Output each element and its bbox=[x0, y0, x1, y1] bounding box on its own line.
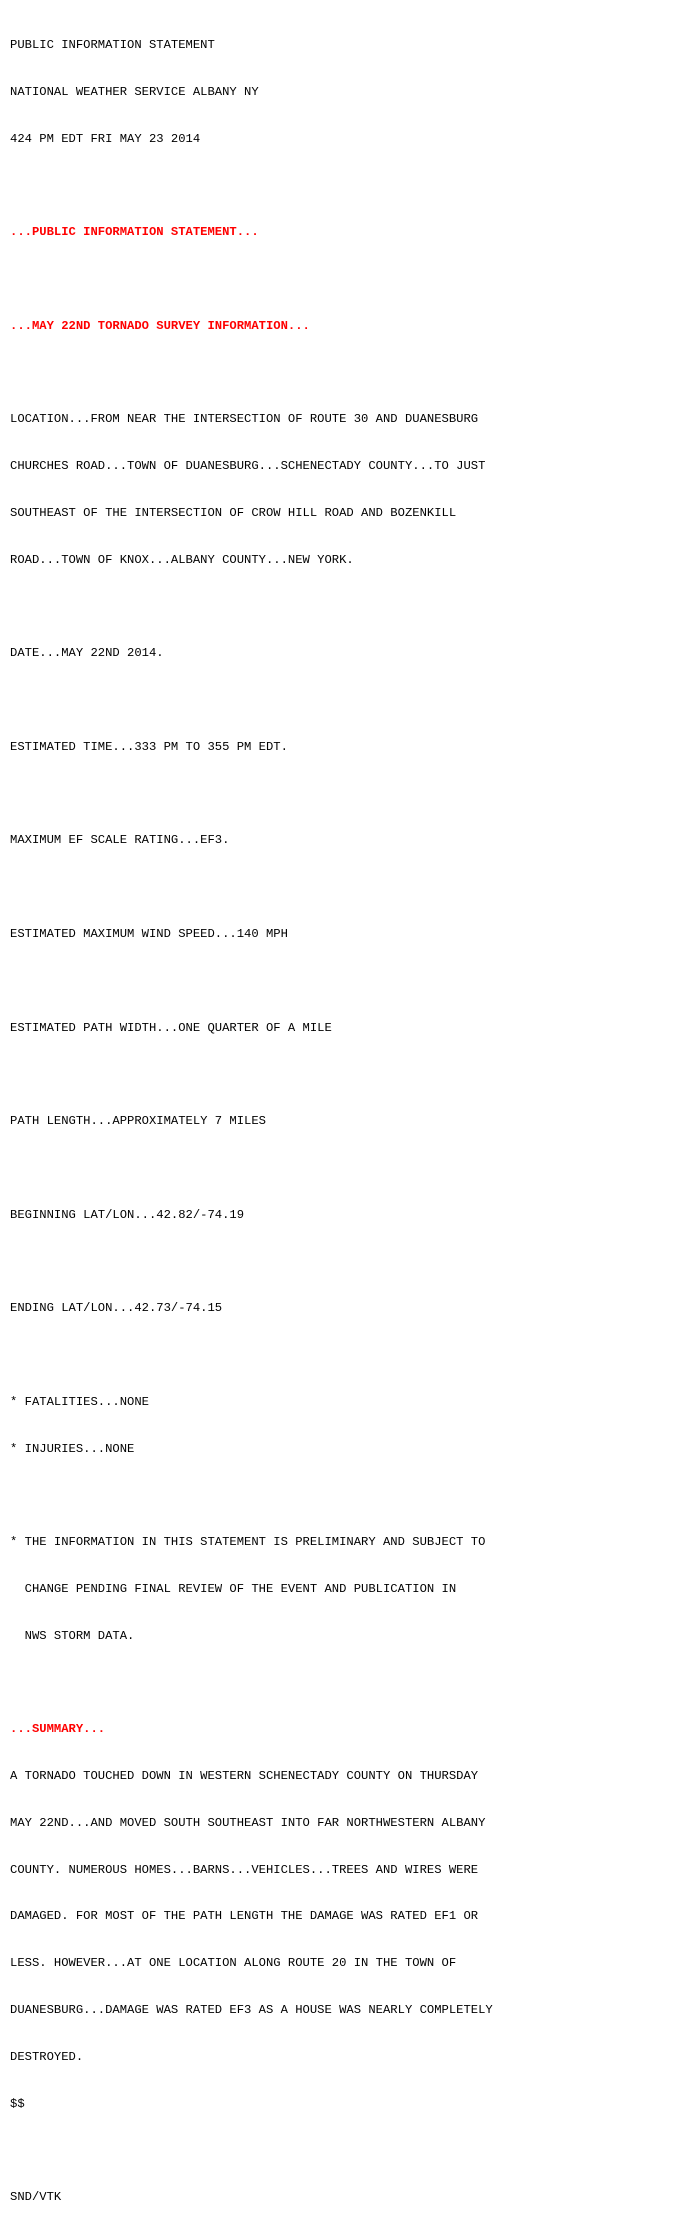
location-line: CHURCHES ROAD...TOWN OF DUANESBURG...SCHENECTADY COUNTY...TO JUST bbox=[10, 459, 486, 474]
location-line: SOUTHEAST OF THE INTERSECTION OF CROW HILL ROAD AND BOZENKILL bbox=[10, 506, 457, 520]
ending-latlon-field: ENDING LAT/LON...42.73/-74.15 bbox=[10, 1301, 223, 1316]
summary-line: LESS. HOWEVER...AT ONE LOCATION ALONG ROUTE 20 IN THE TOWN OF bbox=[10, 1956, 457, 1971]
statement-heading: ...PUBLIC INFORMATION STATEMENT... bbox=[10, 225, 259, 240]
header-timestamp: 424 PM EDT FRI MAY 23 2014 bbox=[10, 131, 201, 146]
disclaimer-line: * THE INFORMATION IN THIS STATEMENT IS PRELIMINARY AND SUBJECT TO bbox=[10, 1535, 486, 1550]
blank-line bbox=[10, 366, 493, 382]
public-information-statement bbox=[10, 7, 493, 2221]
injuries-bullet: * INJURIES...NONE bbox=[10, 1441, 135, 1456]
blank-line bbox=[10, 693, 493, 709]
blank-line bbox=[10, 1676, 493, 1692]
summary-line: DAMAGED. FOR MOST OF THE PATH LENGTH THE DAMAGE WAS RATED EF1 OR bbox=[10, 1909, 479, 1924]
blank-line bbox=[10, 1255, 493, 1271]
signature: SND/VTK bbox=[10, 2190, 62, 2205]
summary-heading: ...SUMMARY... bbox=[10, 1722, 106, 1737]
blank-line bbox=[10, 1067, 493, 1083]
path-length-field: PATH LENGTH...APPROXIMATELY 7 MILES bbox=[10, 1114, 266, 1129]
end-terminator: $$ bbox=[10, 2096, 25, 2111]
blank-line bbox=[10, 600, 493, 616]
disclaimer-line: CHANGE PENDING FINAL REVIEW OF THE EVENT AND PUBLICATION IN bbox=[10, 1581, 457, 1596]
summary-line: A TORNADO TOUCHED DOWN IN WESTERN SCHENECTADY COUNTY ON THURSDAY bbox=[10, 1769, 479, 1784]
blank-line bbox=[10, 1488, 493, 1504]
survey-heading: ...MAY 22ND TORNADO SURVEY INFORMATION... bbox=[10, 318, 310, 333]
header-title: PUBLIC INFORMATION STATEMENT bbox=[10, 38, 215, 53]
location-line: ROAD...TOWN OF KNOX...ALBANY COUNTY...NEW YORK. bbox=[10, 552, 354, 567]
blank-line bbox=[10, 1348, 493, 1364]
blank-line bbox=[10, 1161, 493, 1177]
wind-speed-field: ESTIMATED MAXIMUM WIND SPEED...140 MPH bbox=[10, 927, 288, 942]
blank-line bbox=[10, 179, 493, 195]
ef-rating-field: MAXIMUM EF SCALE RATING...EF3. bbox=[10, 833, 230, 848]
time-field: ESTIMATED TIME...333 PM TO 355 PM EDT. bbox=[10, 739, 288, 754]
blank-line bbox=[10, 787, 493, 803]
summary-line: MAY 22ND...AND MOVED SOUTH SOUTHEAST INTO FAR NORTHWESTERN ALBANY bbox=[10, 1815, 486, 1830]
beginning-latlon-field: BEGINNING LAT/LON...42.82/-74.19 bbox=[10, 1207, 245, 1222]
fatalities-bullet: * FATALITIES...NONE bbox=[10, 1394, 149, 1409]
blank-line bbox=[10, 2143, 493, 2159]
disclaimer-line: NWS STORM DATA. bbox=[10, 1628, 135, 1643]
summary-line: DESTROYED. bbox=[10, 2049, 84, 2064]
date-field: DATE...MAY 22ND 2014. bbox=[10, 646, 164, 661]
blank-line bbox=[10, 880, 493, 896]
location-line: LOCATION...FROM NEAR THE INTERSECTION OF ROUTE 30 AND DUANESBURG bbox=[10, 412, 479, 427]
blank-line bbox=[10, 974, 493, 990]
header-office: NATIONAL WEATHER SERVICE ALBANY NY bbox=[10, 84, 259, 99]
summary-line: DUANESBURG...DAMAGE WAS RATED EF3 AS A HOUSE WAS NEARLY COMPLETELY bbox=[10, 2003, 493, 2017]
blank-line bbox=[10, 272, 493, 288]
path-width-field: ESTIMATED PATH WIDTH...ONE QUARTER OF A MILE bbox=[10, 1020, 332, 1035]
summary-line: COUNTY. NUMEROUS HOMES...BARNS...VEHICLES...TREES AND WIRES WERE bbox=[10, 1862, 479, 1877]
